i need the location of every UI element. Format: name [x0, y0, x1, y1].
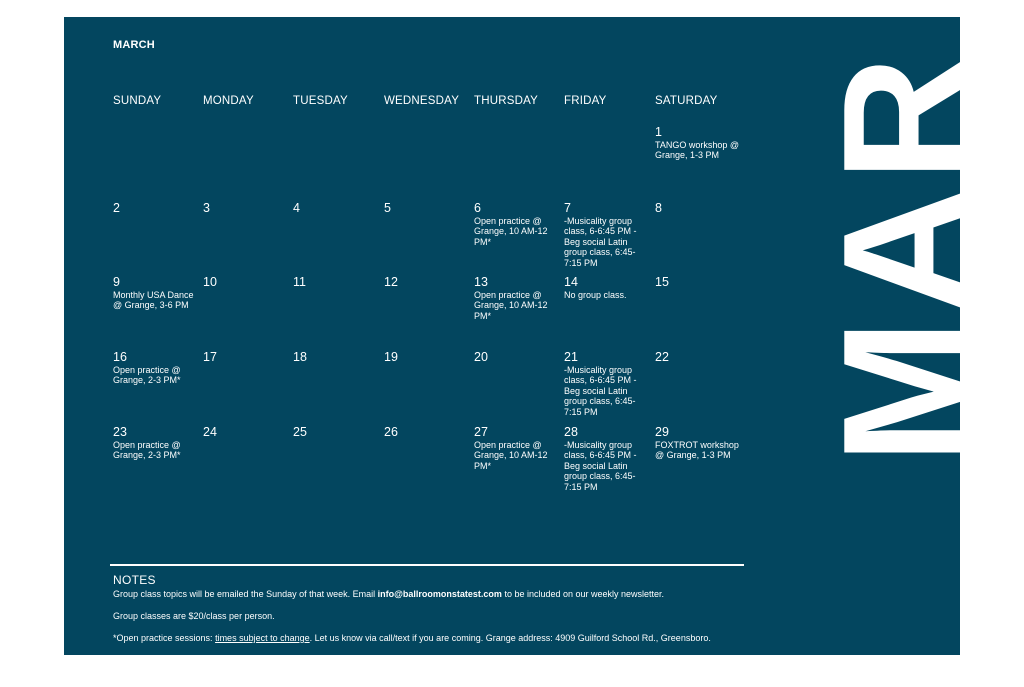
day-events: Open practice @ Grange, 2-3 PM* [113, 365, 181, 386]
day-number: 3 [203, 201, 210, 215]
day-events: Open practice @ Grange, 10 AM-12 PM* [474, 440, 548, 471]
notes-title: NOTES [113, 573, 156, 587]
day-number: 4 [293, 201, 300, 215]
calendar-day-cell [474, 125, 560, 126]
day-number: 10 [203, 275, 217, 289]
day-number: 22 [655, 350, 669, 364]
calendar-day-cell [474, 201, 560, 247]
weekday-header-row [113, 95, 793, 111]
weekday-header-saturday: SATURDAY [655, 95, 718, 107]
day-number: 23 [113, 425, 127, 439]
day-number: 21 [564, 350, 578, 364]
calendar-day-cell [384, 350, 470, 365]
day-number: 19 [384, 350, 398, 364]
day-number: 12 [384, 275, 398, 289]
calendar-day-cell [474, 275, 560, 321]
times-subject-to-change-link[interactable]: times subject to change [215, 633, 310, 643]
calendar-day-cell [203, 125, 289, 126]
day-number: 5 [384, 201, 391, 215]
calendar-day-cell [655, 201, 741, 216]
calendar-day-cell [564, 425, 650, 492]
note-open-practice [113, 633, 711, 644]
day-number: 25 [293, 425, 307, 439]
weekday-header-monday: MONDAY [203, 95, 254, 107]
calendar-day-cell [203, 201, 289, 216]
calendar-day-cell [113, 201, 199, 216]
email-link[interactable]: info@ballroomonstatest.com [377, 589, 502, 599]
day-number: 13 [474, 275, 488, 289]
calendar-day-cell [384, 425, 470, 440]
day-number: 27 [474, 425, 488, 439]
calendar-day-cell [384, 275, 470, 290]
calendar-day-cell [564, 201, 650, 268]
calendar-day-cell [113, 125, 199, 126]
calendar-day-cell [293, 350, 379, 365]
calendar-day-cell [474, 425, 560, 471]
day-number: 14 [564, 275, 578, 289]
day-events: Open practice @ Grange, 2-3 PM* [113, 440, 181, 461]
day-number: 9 [113, 275, 120, 289]
calendar-day-cell [384, 125, 470, 126]
day-events: TANGO workshop @ Grange, 1-3 PM [655, 140, 739, 161]
calendar-day-cell [655, 350, 741, 365]
calendar-day-cell [474, 350, 560, 365]
day-events: -Musicality group class, 6-6:45 PM - Beg social Latin group class, 6:45-7:15 PM [564, 365, 637, 417]
day-number: 17 [203, 350, 217, 364]
day-number: 15 [655, 275, 669, 289]
day-number: 24 [203, 425, 217, 439]
note-open-practice-text-end: . Let us know via call/text if you are coming. Grange address: 4909 Guilford School Rd., Greensboro. [309, 633, 711, 643]
day-events: Monthly USA Dance @ Grange, 3-6 PM [113, 290, 194, 311]
calendar-day-cell [203, 275, 289, 290]
day-number: 16 [113, 350, 127, 364]
calendar-day-cell [655, 125, 741, 161]
calendar-panel [64, 17, 1001, 655]
calendar-day-cell [203, 425, 289, 440]
month-abbreviation-vertical: MAR [806, 49, 1001, 465]
note-open-practice-text: *Open practice sessions: [113, 633, 216, 643]
calendar-day-cell [113, 425, 199, 461]
calendar-day-cell [384, 201, 470, 216]
note-pricing: Group classes are $20/class per person. [113, 611, 275, 621]
calendar-day-cell [293, 275, 379, 290]
note-newsletter-text-end: to be included on our weekly newsletter. [501, 589, 665, 599]
day-number: 8 [655, 201, 662, 215]
day-number: 18 [293, 350, 307, 364]
calendar-day-cell [564, 125, 650, 126]
calendar-day-cell [564, 275, 650, 300]
weekday-header-tuesday: TUESDAY [293, 95, 348, 107]
day-events: FOXTROT workshop @ Grange, 1-3 PM [655, 440, 739, 461]
day-events: Open practice @ Grange, 10 AM-12 PM* [474, 290, 548, 321]
day-events: -Musicality group class, 6-6:45 PM - Beg social Latin group class, 6:45-7:15 PM [564, 440, 637, 492]
day-number: 20 [474, 350, 488, 364]
day-number: 1 [655, 125, 662, 139]
calendar-day-cell [655, 425, 741, 461]
calendar-day-cell [113, 350, 199, 386]
notes-divider [110, 564, 744, 566]
calendar-day-cell [203, 350, 289, 365]
month-label: MARCH [113, 39, 155, 51]
day-number: 2 [113, 201, 120, 215]
note-newsletter [113, 589, 664, 600]
calendar-day-cell [113, 275, 199, 311]
day-events: -Musicality group class, 6-6:45 PM - Beg social Latin group class, 6:45-7:15 PM [564, 216, 637, 268]
calendar-day-cell [293, 201, 379, 216]
weekday-header-sunday: SUNDAY [113, 95, 162, 107]
day-number: 28 [564, 425, 578, 439]
day-number: 26 [384, 425, 398, 439]
note-newsletter-text: Group class topics will be emailed the Sunday of that week. Email [113, 589, 378, 599]
calendar-day-cell [564, 350, 650, 417]
day-number: 29 [655, 425, 669, 439]
weekday-header-thursday: THURSDAY [474, 95, 539, 107]
day-events: Open practice @ Grange, 10 AM-12 PM* [474, 216, 548, 247]
day-number: 7 [564, 201, 571, 215]
day-events: No group class. [564, 290, 627, 300]
calendar-day-cell [655, 275, 741, 290]
calendar-day-cell [293, 125, 379, 126]
day-number: 6 [474, 201, 481, 215]
calendar-day-cell [293, 425, 379, 440]
day-number: 11 [293, 275, 306, 289]
weekday-header-wednesday: WEDNESDAY [384, 95, 460, 107]
weekday-header-friday: FRIDAY [564, 95, 607, 107]
calendar-grid [113, 125, 793, 505]
